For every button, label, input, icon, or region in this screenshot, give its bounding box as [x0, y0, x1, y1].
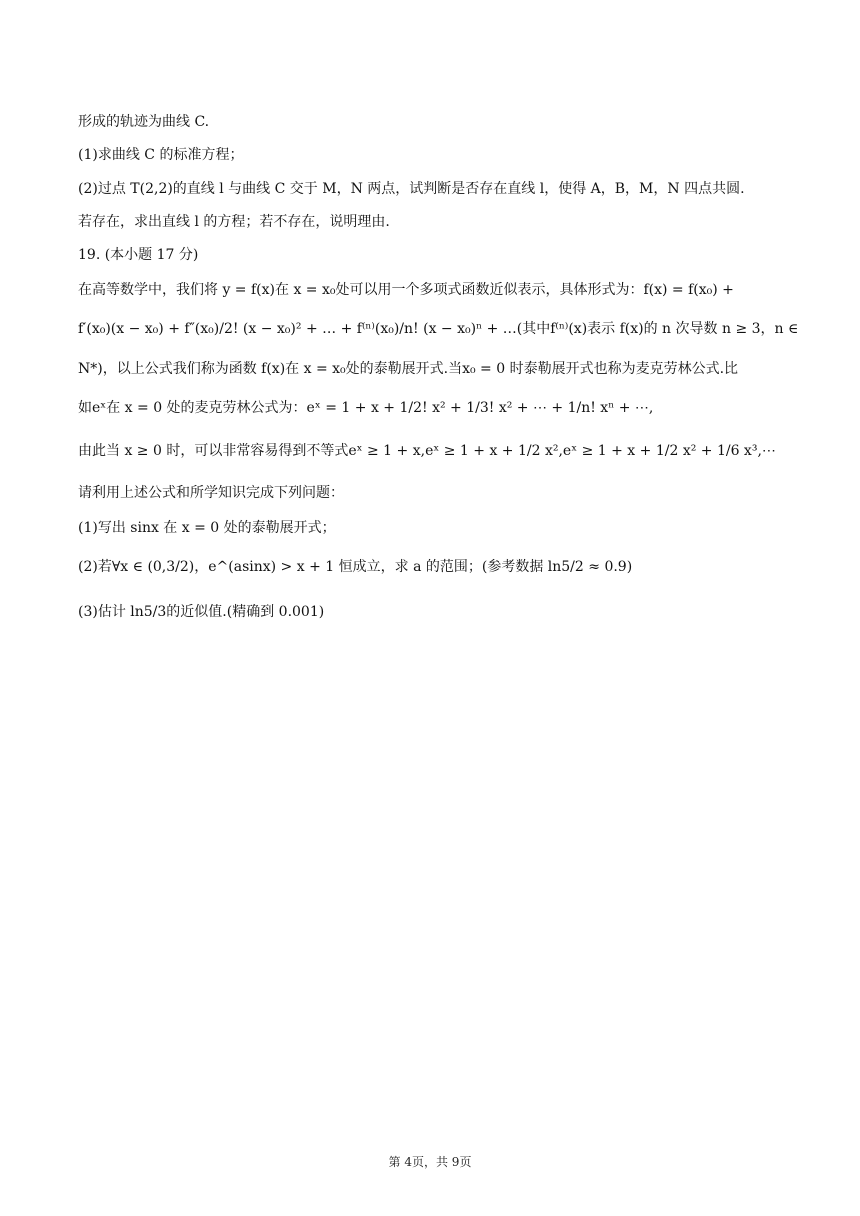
subquestion-2: (2)若∀x ∈ (0,3/2)，e^(asinx) > x + 1 恒成立，求 a 的范围；(参考数据 ln5/2 ≈ 0.9): [78, 559, 633, 575]
taylor-definition-line: N*)，以上公式我们称为函数 f(x)在 x = x₀处的泰勒展开式.当x₀ = 0 时泰勒展开式也称为麦克劳林公式.比: [78, 361, 739, 377]
taylor-formula-line: f′(x₀)(x − x₀) + f″(x₀)/2! (x − x₀)² + … + f⁽ⁿ⁾(x₀)/n! (x − x₀)ⁿ + …(其中f⁽ⁿ⁾(x)表示 f(x)的 n 次导数 n ≥ 3，n ∈: [78, 321, 799, 337]
inequality-line: 由此当 x ≥ 0 时，可以非常容易得到不等式eˣ ≥ 1 + x,eˣ ≥ 1 + x + 1/2 x²,eˣ ≥ 1 + x + 1/2 x² + 1/6 x³,⋯: [78, 443, 776, 459]
text-line-curve-c: 形成的轨迹为曲线 C.: [78, 114, 210, 130]
page-footer: 第 4页，共 9页: [388, 1155, 472, 1169]
maclaurin-formula-line: 如eˣ在 x = 0 处的麦克劳林公式为：eˣ = 1 + x + 1/2! x² + 1/3! x² + ⋯ + 1/n! xⁿ + ⋯,: [78, 400, 654, 416]
subquestion-3: (3)估计 ln5/3的近似值.(精确到 0.001): [78, 604, 325, 620]
question-19-heading: 19. (本小题 17 分): [78, 247, 199, 263]
question-part-2: (2)过点 T(2,2)的直线 l 与曲线 C 交于 M，N 两点，试判断是否存在直线 l，使得 A，B，M，N 四点共圆.: [78, 181, 745, 197]
question-part-1: (1)求曲线 C 的标准方程；: [78, 147, 244, 163]
question-part-2-continued: 若存在，求出直线 l 的方程；若不存在，说明理由.: [78, 214, 390, 230]
taylor-intro-line: 在高等数学中，我们将 y = f(x)在 x = x₀处可以用一个多项式函数近似表示，具体形式为：f(x) = f(x₀) +: [78, 282, 734, 298]
instruction-line: 请利用上述公式和所学知识完成下列问题：: [78, 485, 344, 501]
subquestion-1: (1)写出 sinx 在 x = 0 处的泰勒展开式；: [78, 520, 336, 536]
